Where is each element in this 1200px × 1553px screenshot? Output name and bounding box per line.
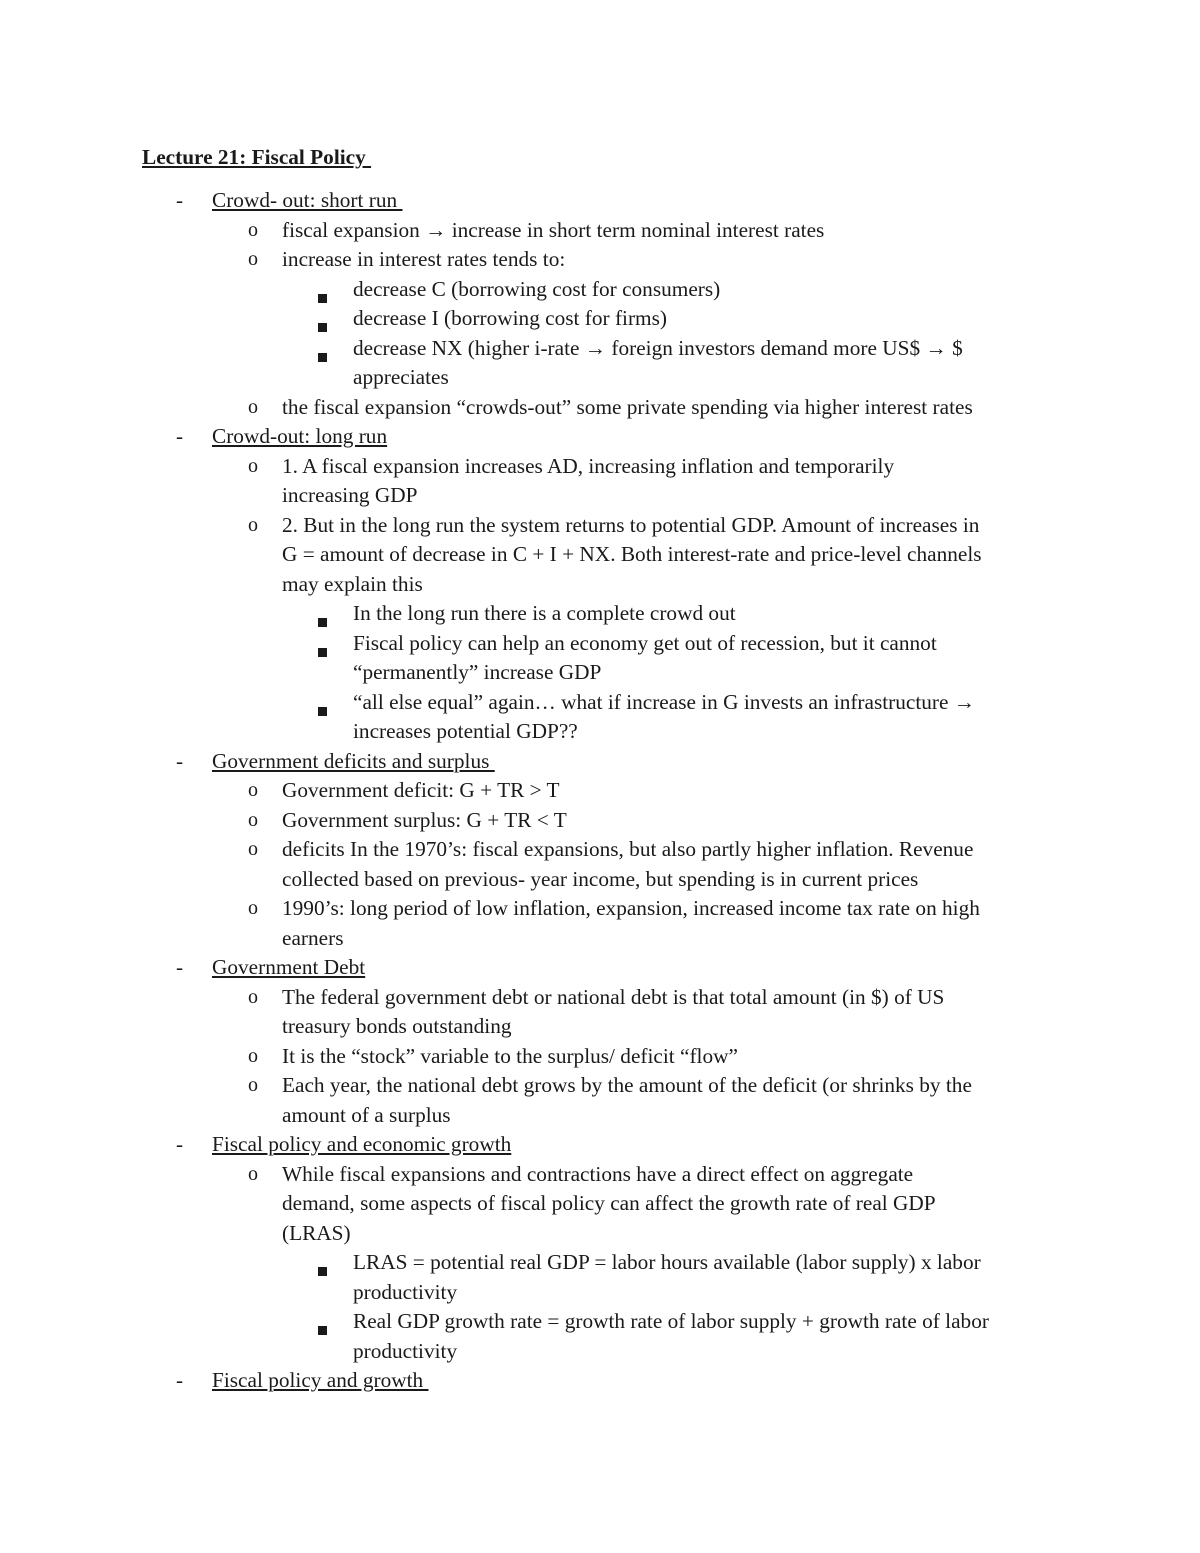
item-text-line: In the long run there is a complete crowd out: [353, 601, 736, 625]
sub-list-item: [0, 304, 1200, 334]
item-text-line: “permanently” increase GDP: [353, 660, 602, 684]
item-text-line: increases potential GDP??: [353, 719, 578, 743]
square-bullet-icon: [318, 707, 327, 716]
item-text-line: Fiscal policy can help an economy get out of recession, but it cannot: [353, 630, 937, 655]
item-text-line: Government surplus: G + TR < T: [282, 807, 567, 832]
item-text-line: decrease I (borrowing cost for firms): [353, 306, 668, 330]
circle-bullet-icon: o: [248, 838, 258, 860]
dash-bullet-icon: -: [176, 1132, 184, 1156]
circle-bullet-icon: o: [248, 248, 258, 270]
circle-bullet-icon: o: [248, 218, 258, 241]
section-heading: Government deficits and surplus: [212, 748, 495, 773]
square-bullet-icon: [318, 1326, 327, 1335]
section-heading: Fiscal policy and economic growth: [212, 1132, 512, 1156]
item-text-line: decrease NX (higher i-rate → foreign investors demand more US$ → $: [353, 335, 963, 360]
list-item: [0, 1071, 1200, 1130]
circle-bullet-icon: o: [248, 513, 258, 536]
square-bullet-icon: [318, 323, 327, 332]
list-item: [0, 894, 1200, 953]
dash-bullet-icon: -: [176, 188, 184, 212]
item-text-line: decrease C (borrowing cost for consumers): [353, 276, 721, 301]
section-heading-item: [0, 1366, 1200, 1396]
item-text-line: increasing GDP: [282, 483, 418, 507]
item-text-line: It is the “stock” variable to the surplus/ deficit “flow”: [282, 1043, 738, 1068]
circle-bullet-icon: o: [248, 897, 258, 919]
section-heading: Crowd- out: short run: [212, 188, 403, 212]
circle-bullet-icon: o: [248, 985, 258, 1008]
sub-list-item: [0, 334, 1200, 393]
item-text-line: may explain this: [282, 571, 423, 596]
list-item: [0, 216, 1200, 246]
list-item: [0, 776, 1200, 806]
dash-bullet-icon: -: [176, 1368, 184, 1392]
square-bullet-icon: [318, 636, 327, 666]
circle-bullet-icon: o: [248, 779, 258, 801]
square-bullet-icon: [318, 648, 327, 657]
item-text-line: The federal government debt or national debt is that total amount (in $) of US: [282, 984, 945, 1009]
item-text-line: productivity: [353, 1338, 458, 1363]
section-heading-item: [0, 747, 1200, 777]
dash-bullet-icon: -: [176, 748, 184, 773]
square-bullet-icon: [318, 618, 327, 627]
item-text-line: appreciates: [353, 365, 449, 389]
item-text-line: demand, some aspects of fiscal policy can affect the growth rate of real GDP: [282, 1191, 936, 1215]
sub-list-item: [0, 275, 1200, 305]
sub-list-item: [0, 1307, 1200, 1366]
item-text-line: Government deficit: G + TR > T: [282, 778, 560, 802]
square-bullet-icon: [318, 341, 327, 371]
section-heading: Government Debt: [212, 955, 366, 979]
item-text-line: amount of a surplus: [282, 1102, 451, 1127]
list-item: [0, 983, 1200, 1042]
square-bullet-icon: [318, 294, 327, 303]
item-text-line: 2. But in the long run the system returns to potential GDP. Amount of increases in: [282, 512, 980, 537]
item-text-line: While fiscal expansions and contractions have a direct effect on aggregate: [282, 1161, 914, 1186]
sub-list-item: [0, 688, 1200, 747]
item-text-line: (LRAS): [282, 1220, 351, 1245]
item-text-line: earners: [282, 925, 344, 950]
square-bullet-icon: [318, 1255, 327, 1285]
circle-bullet-icon: o: [248, 395, 258, 418]
list-item: [0, 393, 1200, 423]
section-heading-item: [0, 422, 1200, 452]
square-bullet-icon: [318, 1267, 327, 1276]
item-text-line: productivity: [353, 1279, 458, 1304]
section-heading: Fiscal policy and growth: [212, 1368, 429, 1392]
dash-bullet-icon: -: [176, 955, 184, 979]
item-text-line: G = amount of decrease in C + I + NX. Both interest-rate and price-level channels: [282, 542, 982, 566]
item-text-line: Each year, the national debt grows by the amount of the deficit (or shrinks by the: [282, 1073, 972, 1097]
dash-bullet-icon: -: [176, 424, 184, 448]
item-text-line: increase in interest rates tends to:: [282, 247, 566, 271]
item-text-line: Real GDP growth rate = growth rate of labor supply + growth rate of labor: [353, 1309, 989, 1333]
item-text-line: 1990’s: long period of low inflation, expansion, increased income tax rate on high: [282, 896, 980, 920]
circle-bullet-icon: o: [248, 808, 258, 831]
list-item: [0, 806, 1200, 836]
list-item: [0, 835, 1200, 894]
section-heading-item: [0, 1130, 1200, 1160]
list-item: [0, 1042, 1200, 1072]
square-bullet-icon: [318, 695, 327, 725]
section-heading-item: [0, 186, 1200, 216]
sub-list-item: [0, 629, 1200, 688]
square-bullet-icon: [318, 1314, 327, 1344]
circle-bullet-icon: o: [248, 1044, 258, 1067]
list-item: [0, 1160, 1200, 1249]
item-text-line: the fiscal expansion “crowds-out” some private spending via higher interest rates: [282, 394, 973, 419]
circle-bullet-icon: o: [248, 1074, 258, 1096]
circle-bullet-icon: o: [248, 454, 258, 477]
item-text-line: LRAS = potential real GDP = labor hours available (labor supply) x labor: [353, 1250, 981, 1274]
section-heading-item: [0, 953, 1200, 983]
list-item: [0, 452, 1200, 511]
item-text-line: 1. A fiscal expansion increases AD, increasing inflation and temporarily: [282, 453, 895, 478]
sub-list-item: [0, 1248, 1200, 1307]
item-text-line: “all else equal” again… what if increase in G invests an infrastructure →: [353, 689, 976, 714]
item-text-line: deficits In the 1970’s: fiscal expansions, but also partly higher inflation. Revenue: [282, 837, 974, 861]
lecture-title: Lecture 21: Fiscal Policy: [142, 145, 372, 169]
square-bullet-icon: [318, 353, 327, 362]
section-heading: Crowd-out: long run: [212, 424, 388, 448]
item-text-line: treasury bonds outstanding: [282, 1014, 512, 1038]
list-item: [0, 511, 1200, 600]
item-text-line: fiscal expansion → increase in short term nominal interest rates: [282, 217, 825, 242]
sub-list-item: [0, 599, 1200, 629]
circle-bullet-icon: o: [248, 1162, 258, 1185]
item-text-line: collected based on previous- year income, but spending is in current prices: [282, 866, 919, 891]
list-item: [0, 245, 1200, 275]
